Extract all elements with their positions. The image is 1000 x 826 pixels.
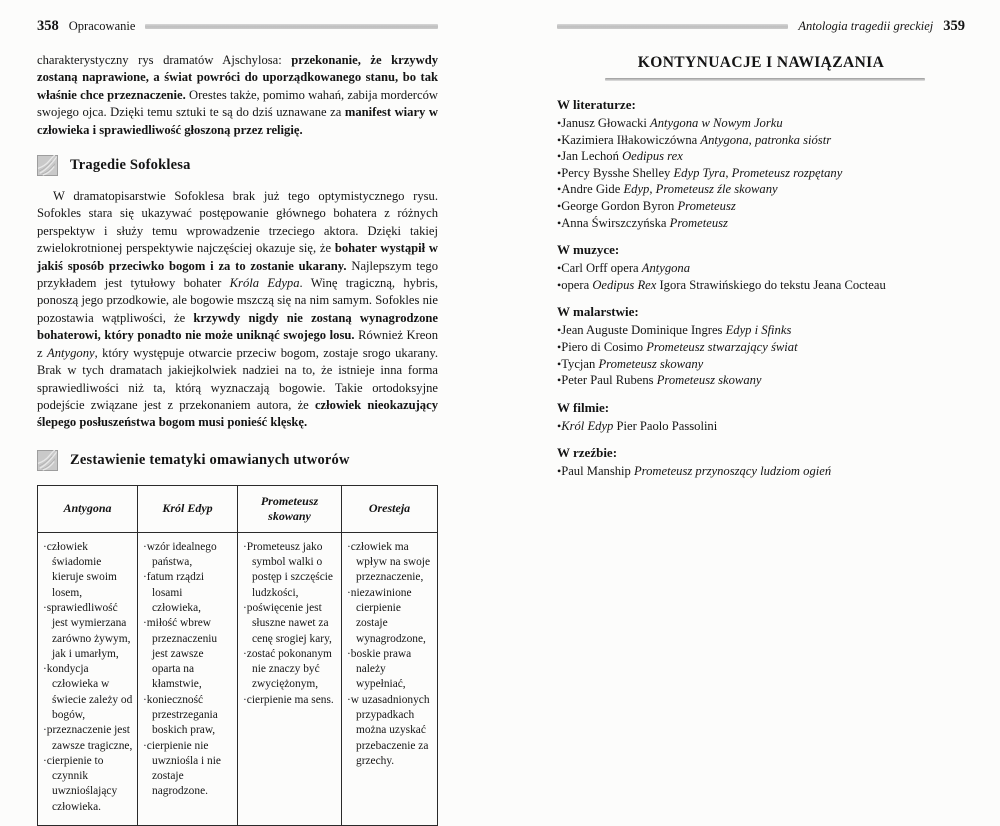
table-bullet-item: · Prometeusz jako symbol walki o postęp i szczęście ludzkości, [243,540,337,601]
sofokles-paragraph: W dramatopisarstwie Sofoklesa brak już tego optymistycznego rysu. Sofokles stara się ukazywać postępowanie głównego bohatera z różnych perspektyw i służy temu wprowadzenie trzeciego aktora. Dzięki takiej zwielokrotnionej perspektywie najczęściej okazuje się, że bohater wystąpił w jakiś sposób przeciwko bogom i za to zostanie ukarany. Najlepszym tego przykładem jest tytułowy bohater Króla Edypa. Winę tragiczną, hybris, ponoszą jego przodkowie, ale bogowie mszczą się na nim samym. Sofokles nie pozostawia wątpliwości, że krzywdy nigdy nie zostaną wynagrodzone bohaterowi, który ponadto nie może uniknąć swojego losu. Również Kreon z Antygony, który występuje otwarcie przeciw bogom, zostaje srogo ukarany. Brak w tych dramatach jakiejkolwiek nadziei na to, że istnieje inna forma sprawiedliwości niż ta, którą wyznaczają bogowie. Takie ortodoksyjne podejście związane jest z przekonaniem autora, że człowiek nieokazujący ślepego posłuszeństwa bogom musi ponieść klęskę. [37,189,438,430]
left-page-number: 358 [37,17,59,34]
right-running-head: Antologia tragedii greckiej [798,18,934,33]
category-heading: W malarstwie: [557,304,639,320]
cell-bullet-list [43,540,133,815]
reference-item: • Piero di Cosimo Prometeusz stwarzający świat [557,339,965,356]
table-bullet-item: · człowiek ma wpływ na swoje przeznaczenie, [347,540,433,586]
table-bullet-item: · cierpienie nie uwzniośla i nie zostaje nagrodzone. [143,739,233,800]
reference-item: • Jan Lechoń Oedipus rex [557,148,965,165]
category-heading: W rzeźbie: [557,445,618,461]
group-literatura [557,97,965,231]
section-heading-zestawienie [37,450,438,471]
category-heading: W literaturze: [557,97,636,112]
reference-item: • Peter Paul Rubens Prometeusz skowany [557,372,965,389]
section-ornament-icon [37,155,58,176]
table-bullet-item: · niezawinione cierpienie zostaje wynagrodzone, [347,586,433,647]
table-cell-prometeusz [238,532,342,825]
table-column-header: Król Edyp [138,485,238,532]
table-cell-krol-edyp [138,532,238,825]
reference-item: • Król Edyp Pier Paolo Passolini [557,418,965,435]
table-column-header: Oresteja [342,485,438,532]
table-bullet-item: · miłość wbrew przeznaczeniu jest zawsze oparta na kłamstwie, [143,616,233,692]
table-bullet-item: · konieczność przestrzegania boskich praw, [143,693,233,739]
table-bullet-item: · kondycja człowieka w świecie zależy od bogów, [43,662,133,723]
table-bullet-item: · cierpienie ma sens. [243,693,337,708]
table-bullet-item: · fatum rządzi losami człowieka, [143,570,233,616]
reference-item: • Anna Świrszczyńska Prometeusz [557,215,965,232]
reference-item: • Tycjan Prometeusz skowany [557,356,965,373]
reference-item: • George Gordon Byron Prometeusz [557,198,965,215]
section-title: Zestawienie tematyki omawianych utworów [70,451,350,468]
reference-item: • Andre Gide Edyp, Prometeusz źle skowany [557,181,965,198]
reference-list [557,418,965,435]
reference-item: • Percy Bysshe Shelley Edyp Tyra, Prometeusz rozpętany [557,165,965,182]
reference-item: • Paul Manship Prometeusz przynoszący ludziom ogień [557,463,965,480]
header-rule [145,24,438,29]
table-bullet-item: · boskie prawa należy wypełniać, [347,647,433,693]
cell-bullet-list [243,540,337,708]
table-body-row [38,532,438,825]
reference-item: • Carl Orff opera Antygona [557,260,965,277]
reference-list [557,463,965,480]
left-running-head: Opracowanie [68,18,136,33]
page-right [557,18,965,480]
cell-bullet-list [347,540,433,769]
header-rule [557,24,788,29]
table-cell-oresteja [342,532,438,825]
page-left [37,18,438,826]
right-page-header [557,18,965,34]
left-page-header [37,18,438,34]
group-rzezba [557,445,965,480]
table-bullet-item: · człowiek świadomie kieruje swoim losem, [43,540,133,601]
reference-groups [557,97,965,480]
reference-list [557,322,965,388]
group-malarstwo [557,304,965,388]
table-cell-antygona [38,532,138,825]
title-underline-rule [605,78,925,81]
table-bullet-item: · sprawiedliwość jest wymierzana zarówno żywym, jak i umarłym, [43,601,133,662]
section-heading-sofokles [37,155,438,176]
chapter-title: KONTYNUACJE I NAWIĄZANIA [637,54,885,71]
table-bullet-item: · cierpienie to czynnik uwznioślający człowieka. [43,754,133,815]
group-muzyka [557,242,965,293]
reference-item: • Janusz Głowacki Antygona w Nowym Jorku [557,115,965,132]
table-bullet-item: · poświęcenie jest słuszne nawet za cenę srogiej kary, [243,601,337,647]
table-column-header: Antygona [38,485,138,532]
category-heading: W muzyce: [557,242,620,258]
cell-bullet-list [143,540,233,800]
section-ornament-icon [37,450,58,471]
reference-list [557,260,965,293]
reference-item: • opera Oedipus Rex Igora Strawińskiego do tekstu Jeana Cocteau [557,277,965,294]
table-bullet-item: · wzór idealnego państwa, [143,540,233,571]
table-bullet-item: · zostać pokonanym nie znaczy być zwyciężonym, [243,647,337,693]
reference-list [557,115,965,231]
table-column-header: Prometeusz skowany [238,485,342,532]
section-title: Tragedie Sofoklesa [70,157,191,174]
table-bullet-item: · w uzasadnionych przypadkach można uzyskać przebaczenie za grzechy. [347,693,433,769]
themes-comparison-table [37,485,438,826]
intro-paragraph: charakterystyczny rys dramatów Ajschylosa: przekonanie, że krzywdy zostaną naprawione, a świat powróci do uporządkowanego stanu, bo tak właśnie chce przeznaczenie. Orestes także, pomimo wahań, zabija morderców swojego ojca. Dzięki temu sztuki te są do dziś uznawane za manifest wiary w człowieka i sprawiedliwość głoszoną przez religię. [37,53,439,137]
reference-item: • Jean Auguste Dominique Ingres Edyp i Sfinks [557,322,965,339]
reference-item: • Kazimiera Iłłakowiczówna Antygona, patronka sióstr [557,132,965,149]
group-film [557,400,965,435]
category-heading: W filmie: [557,399,610,415]
table-bullet-item: · przeznaczenie jest zawsze tragiczne, [43,723,133,754]
right-page-number: 359 [943,17,965,34]
table-header-row [38,485,438,532]
